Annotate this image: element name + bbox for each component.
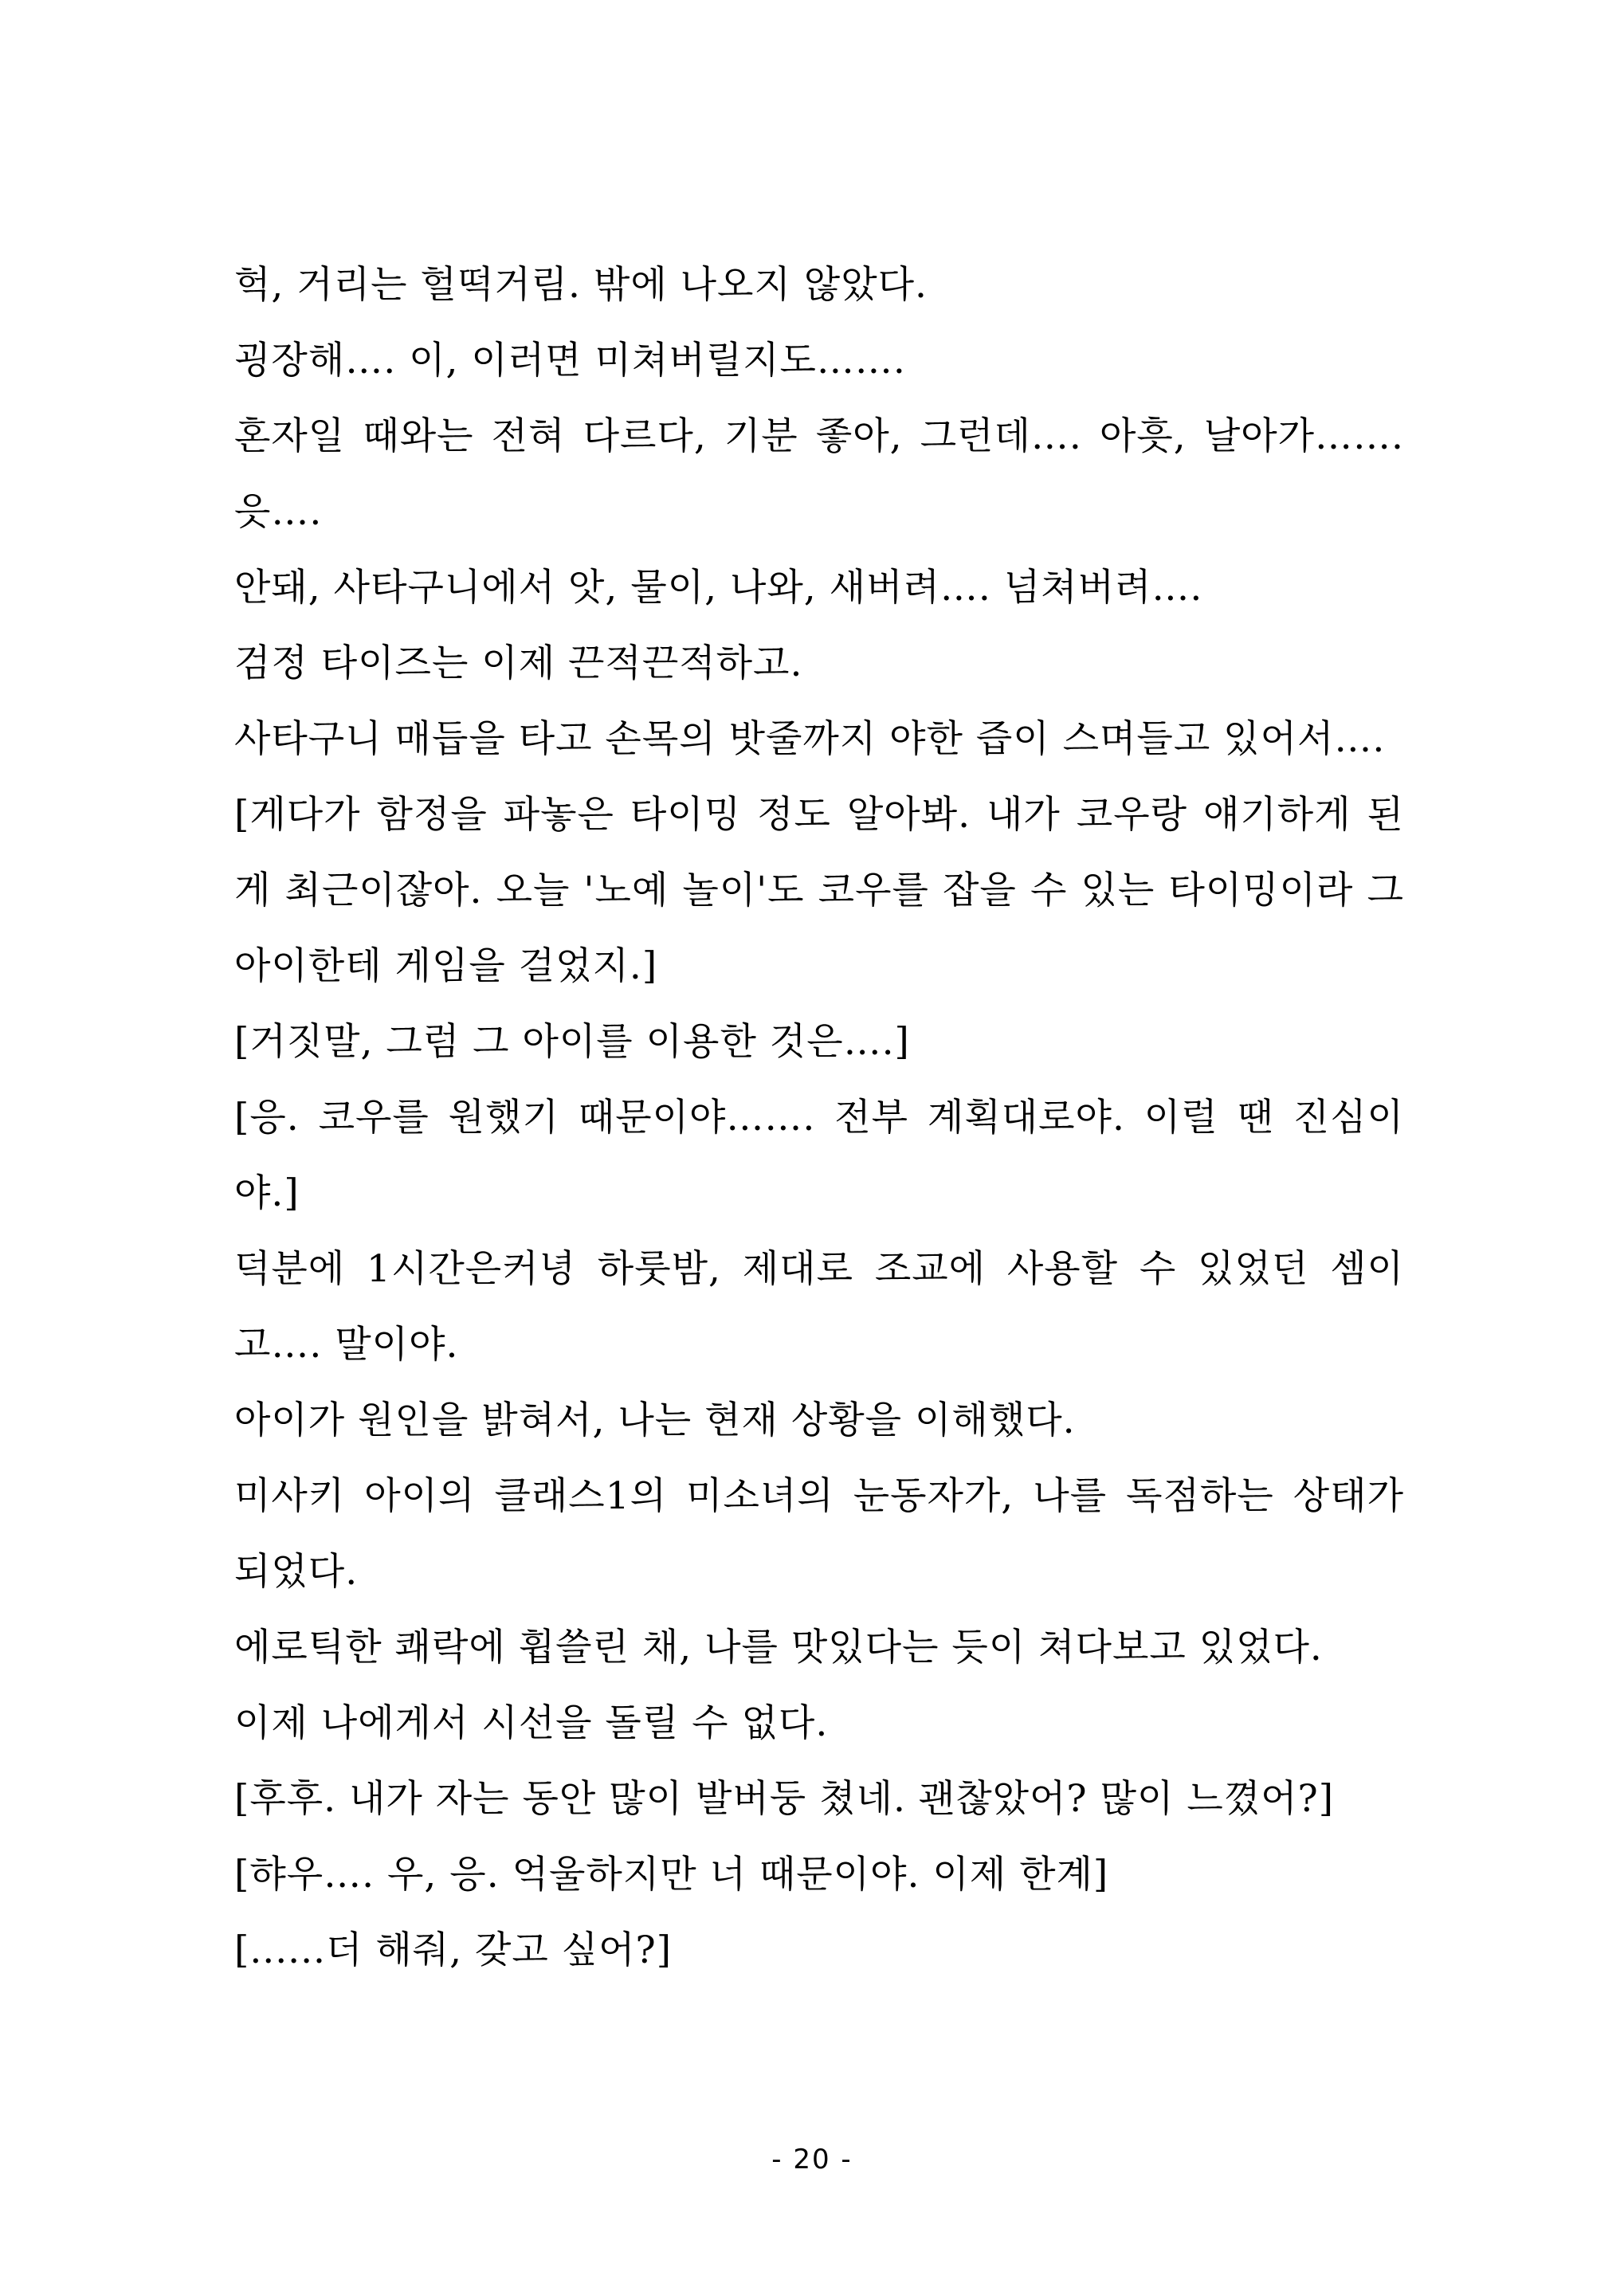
- paragraph: 헉, 거리는 헐떡거림. 밖에 나오지 않았다.: [234, 263, 928, 307]
- paragraph: 혼자일 때와는 전혀 다르다, 기분 좋아, 그런데…. 아흣, 날아가……. 읏….: [234, 414, 1404, 534]
- body-text: [234, 247, 1404, 1988]
- page-number: - 20 -: [771, 2144, 853, 2175]
- paragraph: [응. 코우를 원했기 때문이야……. 전부 계획대로야. 이럴 땐 진심이야.]: [234, 1096, 1404, 1215]
- paragraph: 검정 타이즈는 이제 끈적끈적하고.: [234, 641, 803, 685]
- paragraph: 사타구니 매듭을 타고 손목의 밧줄까지 야한 즙이 스며들고 있어서….: [234, 717, 1386, 761]
- paragraph: [거짓말, 그럼 그 아이를 이용한 것은….]: [234, 1020, 910, 1064]
- paragraph: 안돼, 사타구니에서 앗, 물이, 나와, 새버려…. 넘쳐버려….: [234, 566, 1203, 610]
- paragraph: 굉장해…. 이, 이러면 미쳐버릴지도…….: [234, 339, 906, 382]
- paragraph: [게다가 함정을 파놓은 타이밍 정도 알아봐. 내가 코우랑 얘기하게 된 게 최근이잖아. 오늘 '노예 놀이'도 코우를 잡을 수 있는 타이밍이라 그 아이한테 게임을 걸었지.]: [234, 793, 1404, 988]
- paragraph: 미사키 아이의 클래스1의 미소녀의 눈동자가, 나를 독점하는 상태가 되었다.: [234, 1474, 1404, 1594]
- paragraph: 에로틱한 쾌락에 휩쓸린 채, 나를 맛있다는 듯이 쳐다보고 있었다.: [234, 1626, 1323, 1669]
- paragraph: [후후. 내가 자는 동안 많이 발버둥 쳤네. 괜찮았어? 많이 느꼈어?]: [234, 1777, 1335, 1821]
- paragraph: 이제 나에게서 시선을 돌릴 수 없다.: [234, 1701, 829, 1745]
- paragraph: 아이가 원인을 밝혀서, 나는 현재 상황을 이해했다.: [234, 1399, 1076, 1442]
- paragraph: 덕분에 1시간은커녕 하룻밤, 제대로 조교에 사용할 수 있었던 셈이고…. 말이야.: [234, 1247, 1404, 1367]
- paragraph: [......더 해줘, 갖고 싶어?]: [234, 1928, 673, 1972]
- paragraph: [햐우…. 우, 응. 억울하지만 너 때문이야. 이제 한계]: [234, 1853, 1109, 1897]
